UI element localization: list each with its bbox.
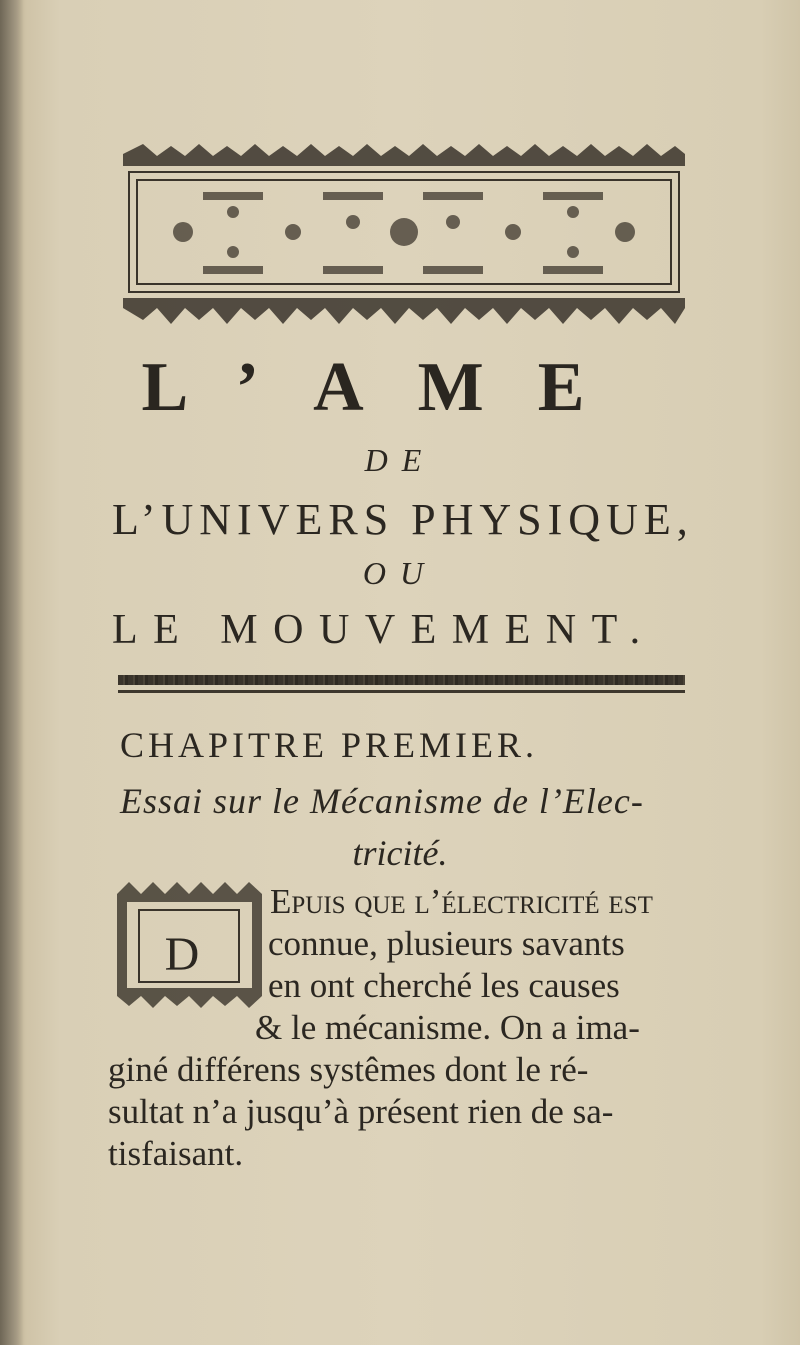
chapter-subtitle-line1: Essai sur le Mécanisme de l’Elec- [120,781,644,821]
thin-rule [118,690,685,693]
body-line-5: giné différens systêmes dont le ré- [108,1050,589,1089]
title-le-mouvement: LE MOUVEMENT. [112,607,656,653]
binding-gutter [0,0,24,1345]
body-line-1: Epuis que l’électricité est [270,882,653,921]
body-line-3: en ont cherché les causes [268,966,620,1005]
body-line-6: sultat n’a jusqu’à présent rien de sa- [108,1092,614,1131]
title-de: DE [364,442,436,478]
dropcap-letter: D [164,928,200,981]
chapter-heading: CHAPITRE PREMIER. [120,725,539,765]
ornamental-headband [123,142,685,330]
title-ou: OU [362,555,438,591]
body-line-2: connue, plusieurs savants [268,924,625,963]
thick-rule [118,675,685,685]
body-line-4: & le mécanisme. On a ima- [255,1008,640,1047]
chapter-subtitle-line2: tricité. [352,833,448,873]
title-univers-physique: L’UNIVERS PHYSIQUE, [112,495,694,544]
title-ame: L’AME [141,349,639,426]
body-line-7: tisfaisant. [108,1134,244,1173]
